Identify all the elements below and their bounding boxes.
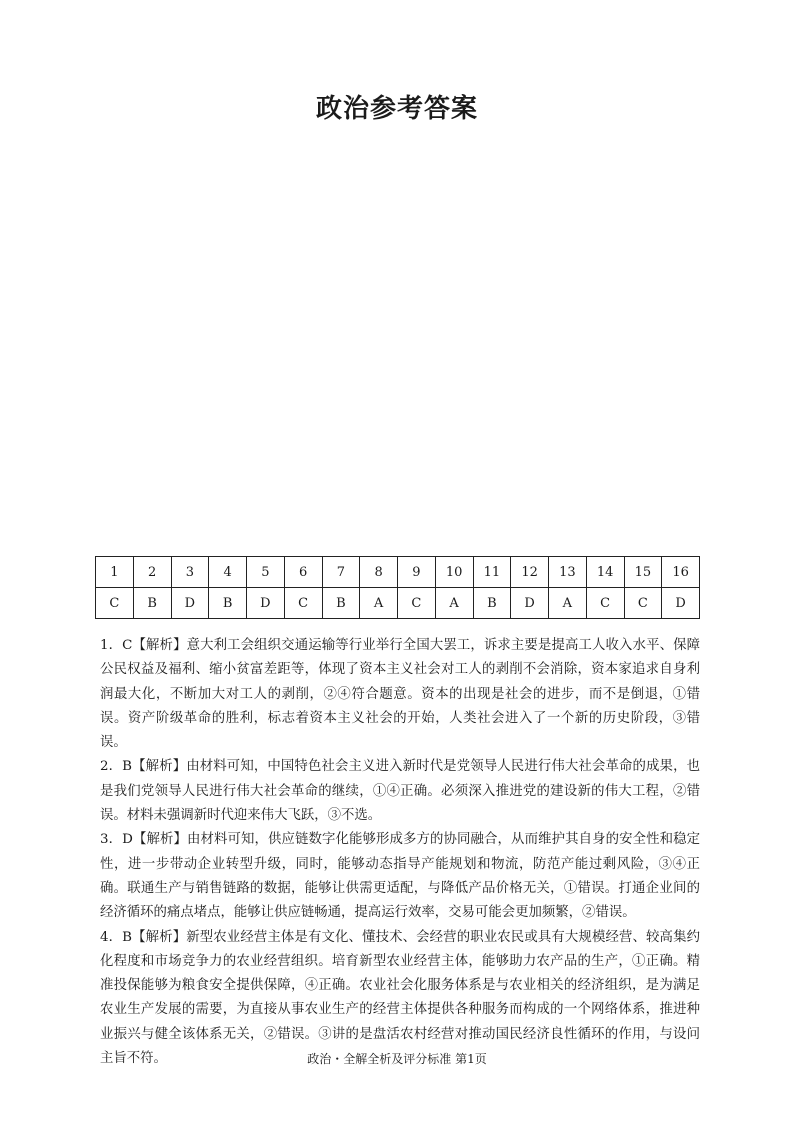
question-number-cell: 4 xyxy=(209,557,247,588)
answer-cell: D xyxy=(662,588,700,619)
answer-cell: D xyxy=(171,588,209,619)
answer-cell: B xyxy=(133,588,171,619)
answer-cell: C xyxy=(398,588,436,619)
question-number-cell: 5 xyxy=(247,557,285,588)
question-number-cell: 9 xyxy=(398,557,436,588)
answer-cell: D xyxy=(511,588,549,619)
answer-cell: A xyxy=(549,588,587,619)
answer-cell: C xyxy=(96,588,134,619)
question-number-cell: 7 xyxy=(322,557,360,588)
question-number-cell: 15 xyxy=(624,557,662,588)
question-number-cell: 13 xyxy=(549,557,587,588)
question-number-row xyxy=(96,557,700,588)
question-number-cell: 3 xyxy=(171,557,209,588)
question-number-cell: 14 xyxy=(586,557,624,588)
explanations xyxy=(100,634,700,1071)
question-number-cell: 11 xyxy=(473,557,511,588)
answer-cell: C xyxy=(586,588,624,619)
answer-cell: B xyxy=(473,588,511,619)
question-number-cell: 10 xyxy=(435,557,473,588)
question-number-cell: 6 xyxy=(284,557,322,588)
page-footer: 政治・全解全析及评分标准 第1页 xyxy=(307,1052,487,1066)
answer-cell: D xyxy=(247,588,285,619)
question-number-cell: 8 xyxy=(360,557,398,588)
page-title: 政治参考答案 xyxy=(315,94,478,124)
answer-cell: C xyxy=(624,588,662,619)
explanation-3: 3．D【解析】由材料可知，供应链数字化能够形成多方的协同融合，从而维护其自身的安全性和稳定性，进一步带动企业转型升级，同时，能够动态指导产能规划和物流，防范产能过剩风险，③④正确。联通生产与销售链路的数据，能够让供需更适配，与降低产品价格无关，①错误。打通企业间的经济循环的痛点堵点，能够让供应链畅通，提高运行效率，交易可能会更加频繁，②错误。 xyxy=(100,832,700,921)
answer-table xyxy=(95,556,700,619)
answer-cell: A xyxy=(435,588,473,619)
answer-cell: C xyxy=(284,588,322,619)
answer-cell: A xyxy=(360,588,398,619)
question-number-cell: 1 xyxy=(96,557,134,588)
question-number-cell: 16 xyxy=(662,557,700,588)
answer-cell: B xyxy=(322,588,360,619)
answer-cell: B xyxy=(209,588,247,619)
answer-row xyxy=(96,588,700,619)
question-number-cell: 2 xyxy=(133,557,171,588)
question-number-cell: 12 xyxy=(511,557,549,588)
explanation-4: 4．B【解析】新型农业经营主体是有文化、懂技术、会经营的职业农民或具有大规模经营、较高集约化程度和市场竞争力的农业经营组织。培育新型农业经营主体，能够助力农产品的生产，①正确。精准投保能够为粮食安全提供保障，④正确。农业社会化服务体系是与农业相关的经济组织，是为满足农业生产发展的需要，为直接从事农业生产的经营主体提供各种服务而构成的一个网络体系，推进种业振兴与健全该体系无关，②错误。③讲的是盘活农村经营对推动国民经济良性循环的作用，与设问主旨不符。 xyxy=(100,929,700,1067)
explanation-2: 2．B【解析】由材料可知，中国特色社会主义进入新时代是党领导人民进行伟大社会革命的成果，也是我们党领导人民进行伟大社会革命的继续，①④正确。必须深入推进党的建设新的伟大工程，②错误。材料未强调新时代迎来伟大飞跃，③不选。 xyxy=(100,759,700,824)
explanation-1: 1．C【解析】意大利工会组织交通运输等行业举行全国大罢工，诉求主要是提高工人收入水平、保障公民权益及福利、缩小贫富差距等，体现了资本主义社会对工人的剥削不会消除，资本家追求自身利润最大化，不断加大对工人的剥削，②④符合题意。资本的出现是社会的进步，而不是倒退，①错误。资产阶级革命的胜利，标志着资本主义社会的开始，人类社会进入了一个新的历史阶段，③错误。 xyxy=(100,638,700,751)
